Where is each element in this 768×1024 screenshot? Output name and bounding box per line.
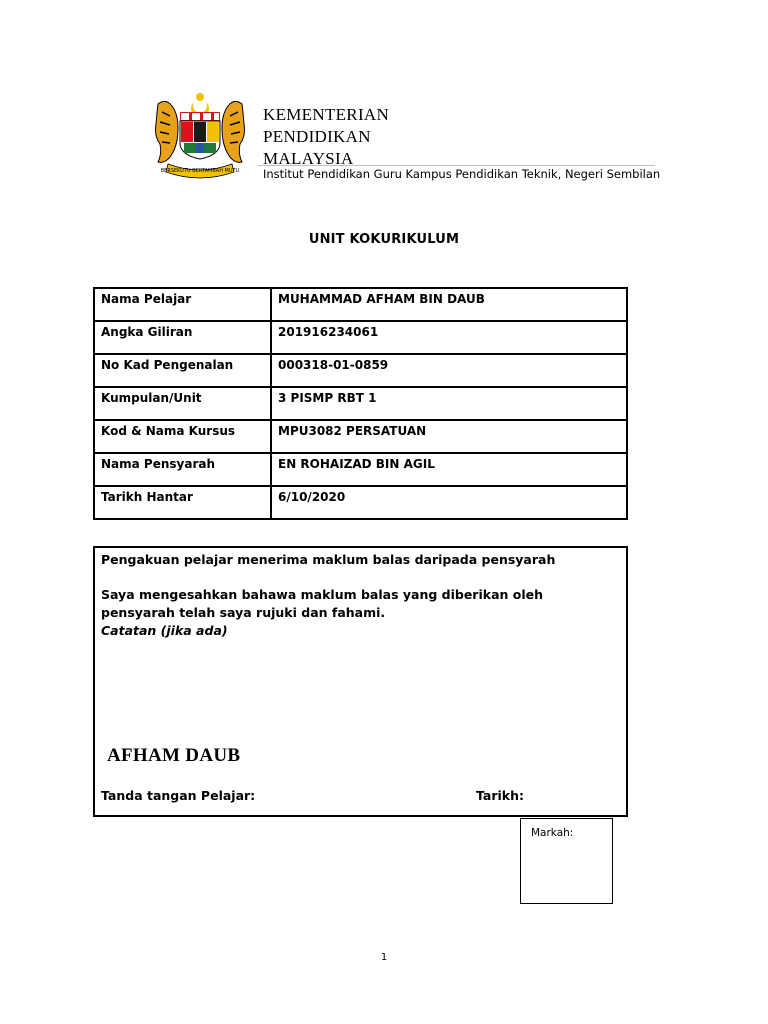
acknowledgement-box bbox=[93, 546, 628, 817]
acknowledgement-heading: Pengakuan pelajar menerima maklum balas daripada pensyarah bbox=[101, 552, 556, 567]
row-value: MUHAMMAD AFHAM BIN DAUB bbox=[271, 288, 627, 321]
table-row bbox=[94, 321, 627, 354]
date-label: Tarikh: bbox=[476, 788, 525, 803]
row-value: 3 PISMP RBT 1 bbox=[271, 387, 627, 420]
row-label: Angka Giliran bbox=[94, 321, 271, 354]
row-label: Kod & Nama Kursus bbox=[94, 420, 271, 453]
row-value: MPU3082 PERSATUAN bbox=[271, 420, 627, 453]
page-number: 1 bbox=[380, 952, 388, 963]
student-signature: AFHAM DAUB bbox=[107, 745, 241, 766]
row-value: 6/10/2020 bbox=[271, 486, 627, 519]
table-row bbox=[94, 288, 627, 321]
page-title: UNIT KOKURIKULUM bbox=[308, 232, 460, 247]
row-value: 000318-01-0859 bbox=[271, 354, 627, 387]
row-label: Nama Pensyarah bbox=[94, 453, 271, 486]
table-row bbox=[94, 486, 627, 519]
malaysia-coat-of-arms-icon bbox=[148, 90, 252, 182]
row-value: EN ROHAIZAD BIN AGIL bbox=[271, 453, 627, 486]
svg-text:BERSEKUTU BERTAMBAH MUTU: BERSEKUTU BERTAMBAH MUTU bbox=[160, 168, 240, 174]
institute-name: Institut Pendidikan Guru Kampus Pendidikan Teknik, Negeri Sembilan bbox=[263, 167, 661, 181]
marks-label: Markah: bbox=[531, 827, 574, 839]
ministry-line-1: KEMENTERIAN bbox=[263, 105, 390, 124]
notes-label: Catatan (jika ada) bbox=[101, 623, 228, 638]
table-row bbox=[94, 354, 627, 387]
ministry-line-3: MALAYSIA bbox=[263, 149, 354, 168]
ministry-name bbox=[263, 104, 389, 170]
row-value: 201916234061 bbox=[271, 321, 627, 354]
table-row bbox=[94, 387, 627, 420]
acknowledgement-statement: Saya mengesahkan bahawa maklum balas yang diberikan oleh pensyarah telah saya rujuki dan fahami. bbox=[101, 587, 544, 620]
table-row bbox=[94, 453, 627, 486]
header-divider bbox=[258, 165, 655, 166]
student-info-table bbox=[93, 287, 628, 520]
ministry-line-2: PENDIDIKAN bbox=[263, 127, 371, 146]
row-label: Kumpulan/Unit bbox=[94, 387, 271, 420]
marks-box bbox=[520, 818, 613, 904]
row-label: No Kad Pengenalan bbox=[94, 354, 271, 387]
signature-label: Tanda tangan Pelajar: bbox=[101, 788, 256, 803]
row-label: Nama Pelajar bbox=[94, 288, 271, 321]
row-label: Tarikh Hantar bbox=[94, 486, 271, 519]
table-row bbox=[94, 420, 627, 453]
